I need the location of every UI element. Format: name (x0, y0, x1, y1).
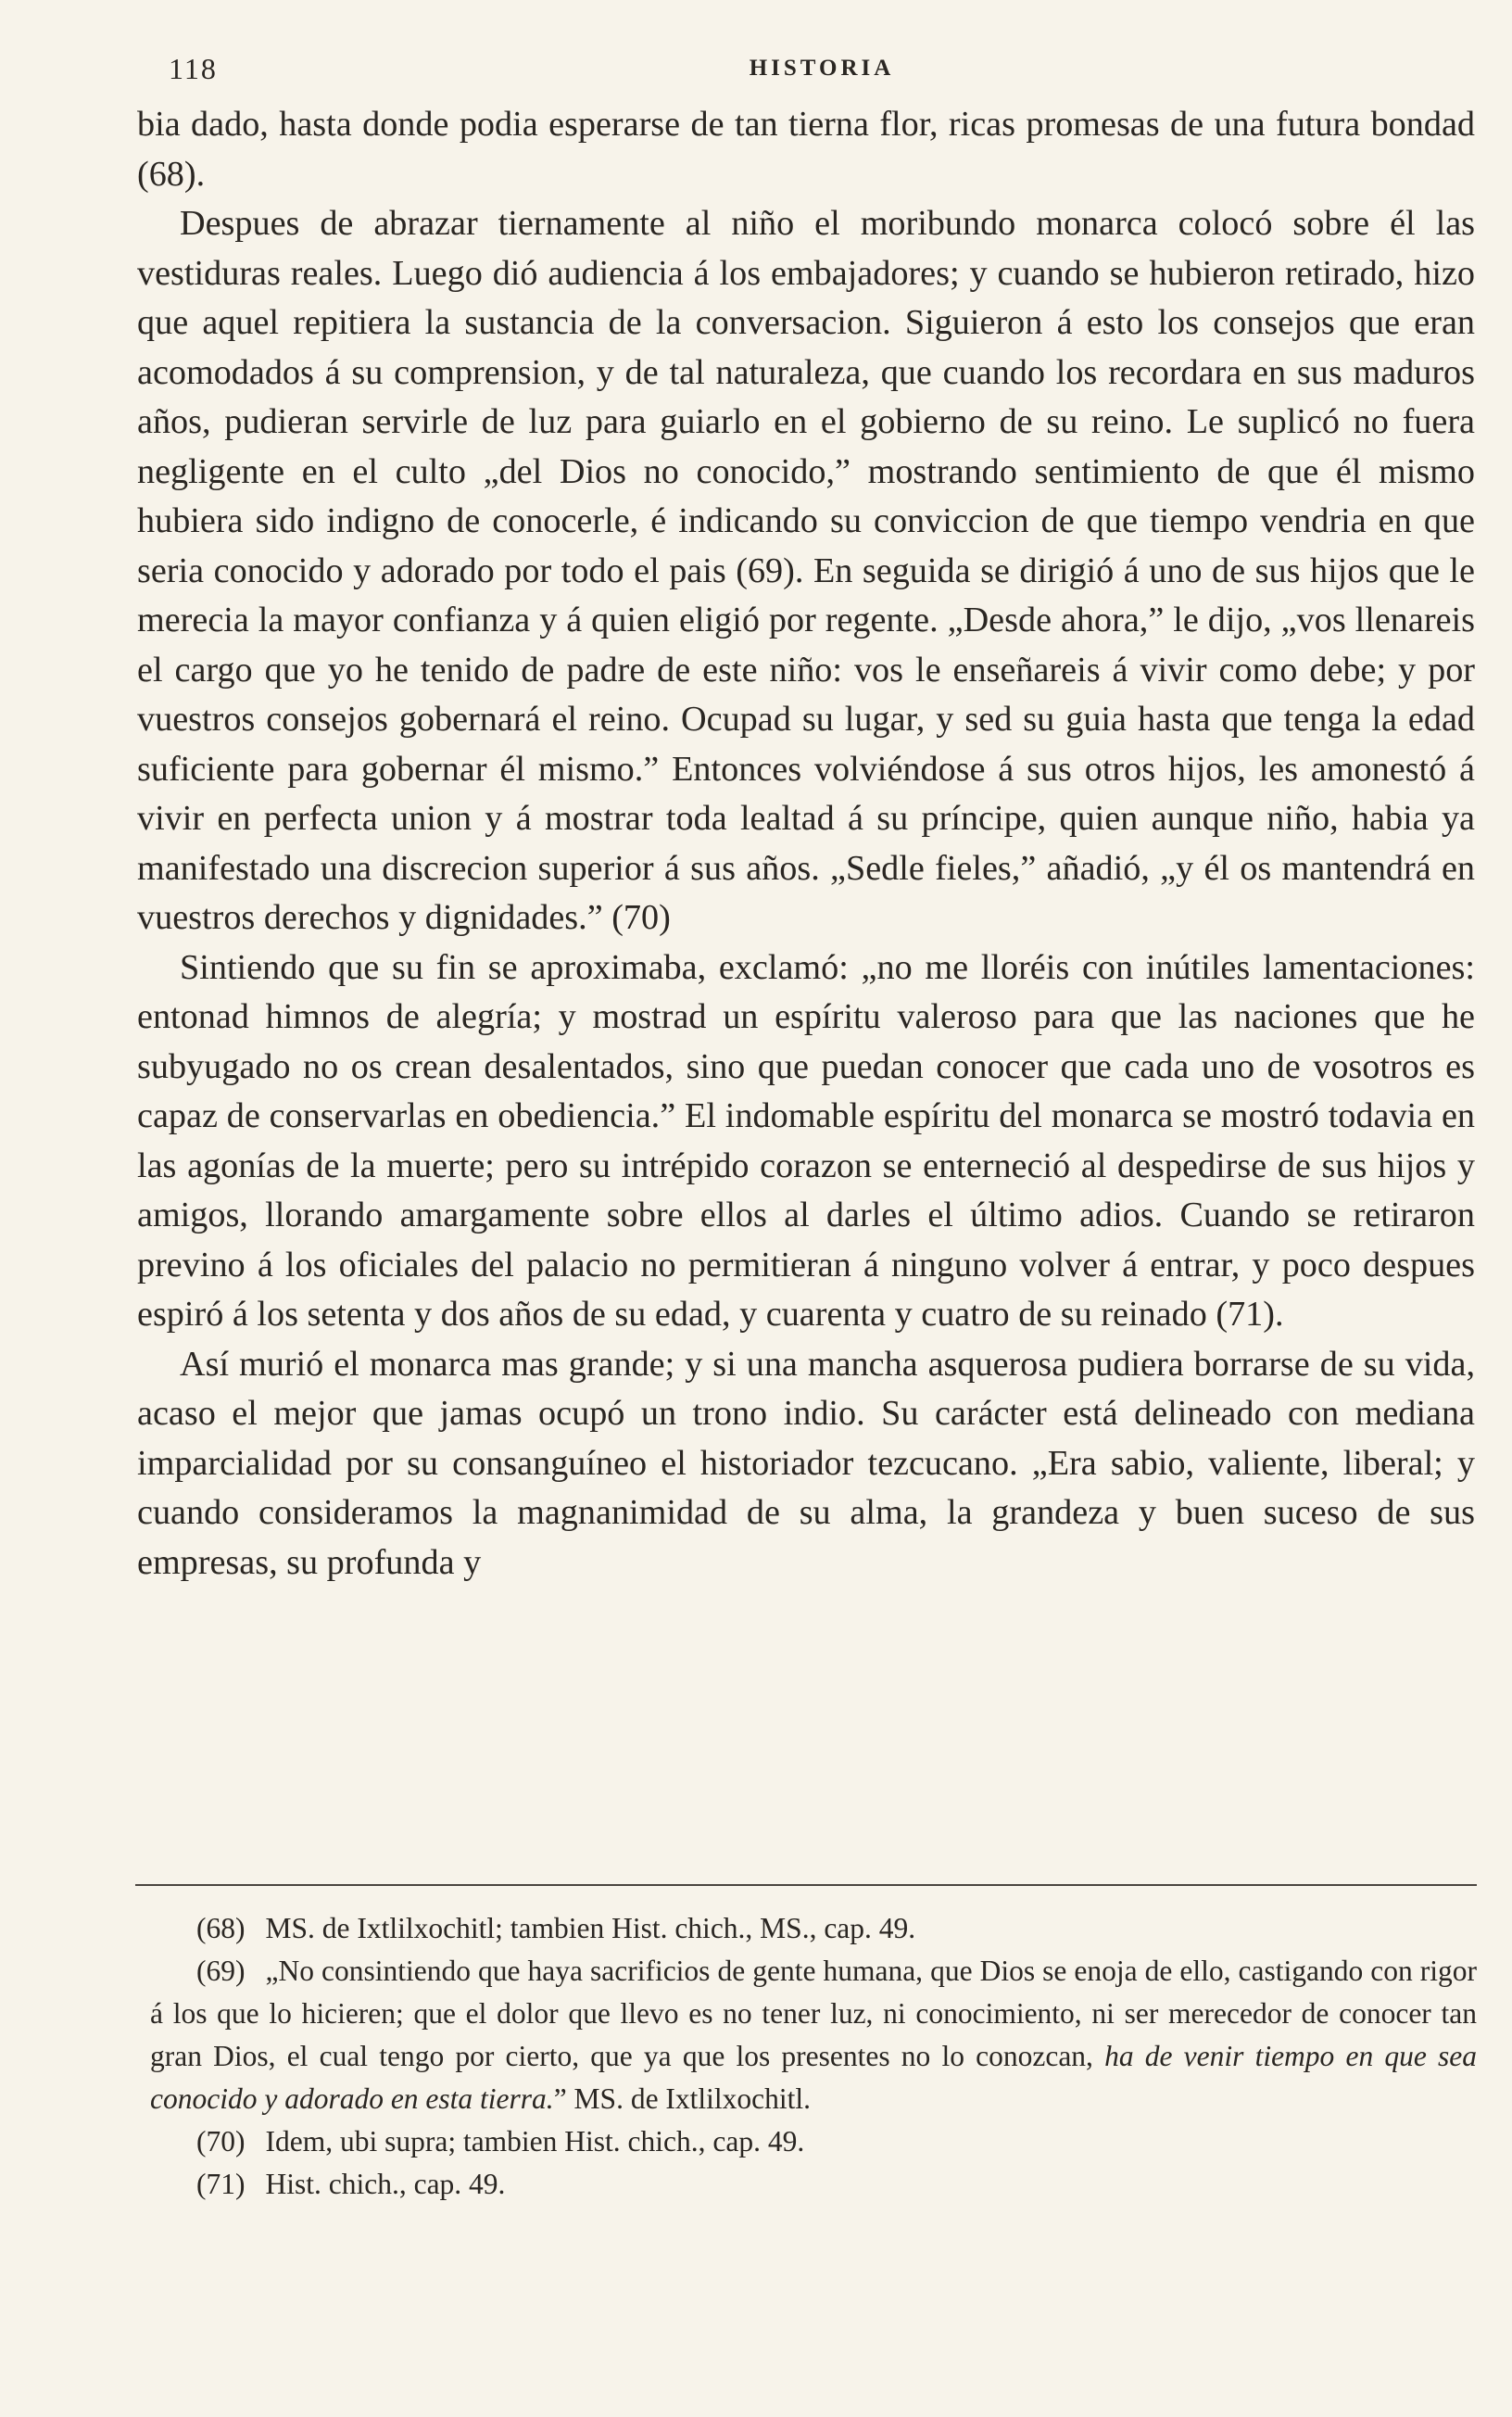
running-title: HISTORIA (749, 56, 895, 81)
paragraph: bia dado, hasta donde podia esperarse de tan tierna flor, ricas promesas de una futura bondad (68). (137, 105, 1475, 194)
footnote (150, 2163, 1477, 2206)
paragraph: Así murió el monarca mas grande; y si una mancha asquerosa pudiera borrarse de su vida, acaso el mejor que jamas ocupó un trono indio. Su carácter está delineado con mediana imparcialidad por su consanguíneo el historiador tezcucano. „Era sabio, valiente, liberal; y cuando consideramos la magnanimidad de su alma, la grandeza y buen suceso de sus empresas, su profunda y (137, 1344, 1475, 1582)
page-header (169, 52, 1475, 98)
main-text (137, 100, 1475, 1588)
footnote (150, 1907, 1477, 1950)
footnote-source: ” MS. de Ixtlilxochitl. (553, 2082, 812, 2115)
footnote (150, 2120, 1477, 2163)
footnote-divider (135, 1884, 1477, 1886)
footnote-number: (69) (196, 1955, 246, 1987)
paragraph: Despues de abrazar tiernamente al niño el moribundo monarca colocó sobre él las vestiduras reales. Luego dió audiencia á los embajadores; y cuando se hubieron retirado, hizo que aquel repitiera la sustancia de la conversacion. Siguieron á esto los consejos que eran acomodados á su comprension, y de tal naturaleza, que cuando los recordara en sus maduros años, pudieran servirle de luz para guiarlo en el gobierno de su reino. Le suplicó no fuera negligente en el culto „del Dios no conocido,” mostrando sentimiento de que él mismo hubiera sido indigno de conocerle, é indicando su conviccion de que tiempo vendria en que seria conocido y adorado por todo el pais (69). En seguida se dirigió á uno de sus hijos que le merecia la mayor confianza y á quien eligió por regente. „Desde ahora,” le dijo, „vos llenareis el cargo que yo he tenido de padre de este niño: vos le enseñareis á vivir como debe; y por vuestros consejos gobernará el reino. Ocupad su lugar, y sed su guia hasta que tenga la edad suficiente para gobernar él mismo.” Entonces volviéndose á sus otros hijos, les amonestó á vivir en perfecta union y á mostrar toda lealtad á su príncipe, quien aunque niño, habia ya manifestado una discrecion superior á sus años. „Sedle fieles,” añadió, „y él os mantendrá en vuestros derechos y dignidades.” (70) (137, 204, 1475, 937)
footnote-number: (68) (196, 1912, 246, 1944)
footnote-text: MS. de Ixtlilxochitl; tambien Hist. chich., MS., cap. 49. (265, 1912, 916, 1944)
page-number: 118 (169, 52, 218, 85)
paragraph: Sintiendo que su fin se aproximaba, exclamó: „no me lloréis con inútiles lamentaciones: entonad himnos de alegría; y mostrad un espíritu valeroso para que las naciones que he subyugado no os crean desalentados, sino que puedan conocer que cada uno de vosotros es capaz de conservarlas en obediencia.” El indomable espíritu del monarca se mostró todavia en las agonías de la muerte; pero su intrépido corazon se enterneció al despedirse de sus hijos y amigos, llorando amargamente sobre ellos al darles el último adios. Cuando se retiraron previno á los oficiales del palacio no permitieran á ninguno volver á entrar, y poco despues espiró á los setenta y dos años de su edad, y cuarenta y cuatro de su reinado (71). (137, 947, 1475, 1334)
footnotes (150, 1907, 1477, 2206)
footnote-number: (71) (196, 2168, 246, 2200)
footnote (150, 1950, 1477, 2120)
footnote-number: (70) (196, 2125, 246, 2158)
footnote-text: Hist. chich., cap. 49. (265, 2168, 506, 2200)
footnote-text: Idem, ubi supra; tambien Hist. chich., cap. 49. (265, 2125, 805, 2158)
footnote-text: „No consintiendo que haya sacrificios de gente humana, que Dios se enoja de ello, castigando con rigor á los que lo hicieren; que el dolor que llevo es no tener luz, ni conocimiento, ni ser merecedor de conocer tan gran Dios, el cual tengo por cierto, que ya que los presentes no lo conozcan, (150, 1955, 1477, 2072)
footnote-italic-quote: ha de venir tiempo en que sea conocido y adorado en esta tierra. (150, 2040, 1478, 2115)
